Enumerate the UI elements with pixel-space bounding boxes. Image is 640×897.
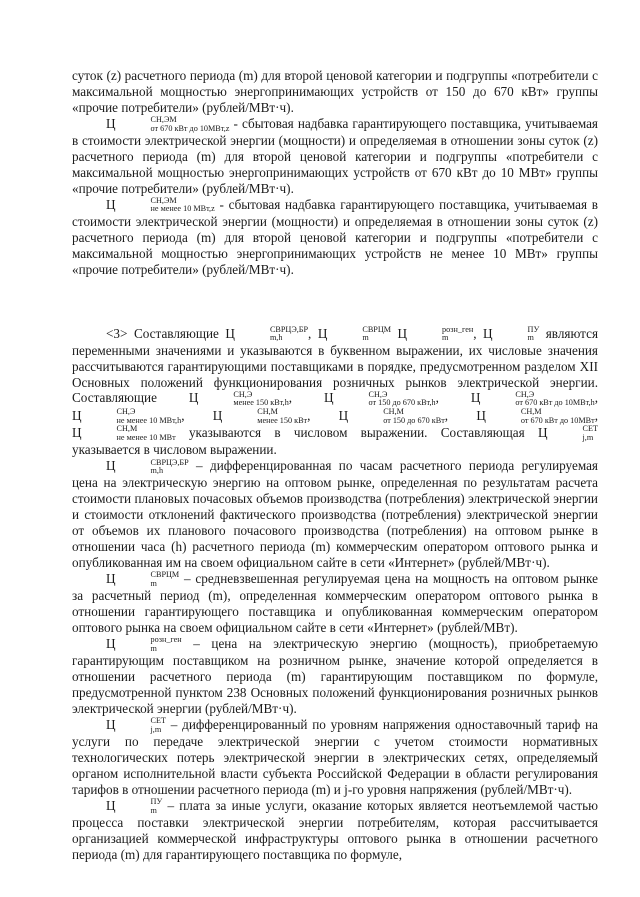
paragraph-gap (72, 278, 598, 326)
paragraph-text: – плата за иные услуги, оказание которых является неотъемлемой частью процесса поставки электрической энергии потребителям, которая рассчитывается организацией коммерческой инфраструктуры оптового рынка в отношении расчетного периода (m) для гарантирующего поставщика по формуле, (72, 797, 598, 862)
paragraph-text: - сбытовая надбавка гарантирующего поставщика, учитываемая в стоимости электрической энергии (мощности) и определяемая в отношении зоны суток (z) расчетного периода (m) для второй ценовой категории и подгруппы «потребители с максимальной мощностью энергопринимающих устройств не менее 10 МВт» группы «прочие потребители» (рублей/МВт·ч). (72, 196, 598, 277)
paragraph-text: – дифференцированная по часам расчетного периода регулируемая цена на электрическую энергию на оптовом рынке, определенная по результатам расчета стоимости плановых почасовых объемов производства (потребления) электрической энергии и стоимости отклонений фактического производства (потребления) электрической энергии от объемов их планового почасового производства (потребления) на оптовом рынке в отношении часа (h) расчетного периода (m) коммерческим оператором оптового рынка и опубликованная им на своем официальном сайте в сети «Интернет» (рублей/МВт·ч). (72, 458, 598, 570)
paragraph-text: – средневзвешенная регулируемая цена на мощность на оптовом рынке за расчетный период (m), определенная коммерческим оператором оптового рынка в отношении гарантирующего поставщика и опубликованная коммерческим оператором оптового рынка на своем официальном сайте в сети «Интернет» (рублей/МВт). (72, 570, 598, 635)
symbol-c-sn-em-670-10: Ц СН,ЭМ от 670 кВт до 10МВт,z (106, 115, 230, 133)
symbol-c-svrc-m: Ц СВРЦМ m (317, 324, 392, 343)
symbol-c-sn-e-ne10: Ц СН,Э не менее 10 МВт,h (72, 407, 182, 425)
symbol-c-set-def: Ц СЕТ j,m (106, 716, 166, 734)
symbol-c-sn-em-ne10: Ц СН,ЭМ не менее 10 МВт,z (106, 196, 215, 214)
symbol-c-pu: Ц ПУ m (483, 324, 540, 343)
symbol-c-rozn-gen: Ц розн_ген m (397, 324, 474, 343)
symbol-c-sn-m-150: Ц СН,М менее 150 кВт (212, 407, 308, 425)
paragraph-text: суток (z) расчетного периода (m) для второй ценовой категории и подгруппы «потребители с максимальной мощностью энергопринимающих устройств от 150 до 670 кВт» группы «прочие потребители» (рублей/МВт·ч). (72, 68, 598, 115)
definition-sn-em-ne10 (72, 197, 598, 278)
symbol-c-sn-e-150-670: Ц СН,Э от 150 до 670 кВт,h (324, 389, 436, 408)
definition-svrc-br (72, 458, 598, 571)
symbol-c-rozn-gen-def: Ц розн_ген m (106, 635, 182, 653)
paragraph-text: - сбытовая надбавка гарантирующего поставщика, учитываемая в стоимости электрической энергии (мощности) и определяемая в отношении зоны суток (z) расчетного периода (m) для второй ценовой категории и подгруппы «потребители с максимальной мощностью энергопринимающих устройств от 670 кВт до 10 МВт» группы «прочие потребители» (рублей/МВт·ч). (72, 115, 598, 196)
symbol-c-svrc-m-def: Ц СВРЦМ m (106, 570, 180, 588)
footnote-3: <3> Составляющие Ц СВРЦЭ,БР m,h , Ц СВРЦМ m Ц розн_ген m , Ц ПУ m являются переменными значениями и указываются в буквенном выражении, их числовые значения рассчитываются гарантирующими поставщиками в порядке, предусмотренном разделом XII Основных положений функционирования розничных рынков электрической энергии. Составляющие Ц СН,Э менее 150 кВт,h , Ц СН,Э от 150 до 670 кВт,h , Ц СН,Э от 670 кВт до 10МВт,h , Ц СН,Э не менее 10 МВт,h , Ц СН,М менее 150 кВт , Ц СН,М от 150 до 670 кВт , Ц СН,М от 670 кВт до 10МВт , Ц СН,М не менее 10 МВт указываются в числовом выражении. Составляющая Ц СЕТ j,m указывается в числовом выражении. (72, 324, 599, 458)
definition-rozn-gen (72, 636, 598, 717)
definition-sn-em-670-10 (72, 116, 598, 197)
symbol-c-sn-e-670-10: Ц СН,Э от 670 кВт до 10МВт,h (470, 389, 595, 408)
symbol-c-set: Ц СЕТ j,m (538, 424, 598, 442)
footnote-lead: <3> Составляющие (106, 325, 226, 341)
definition-pu (72, 798, 598, 863)
symbol-c-sn-e-150: Ц СН,Э менее 150 кВт,h (188, 389, 289, 408)
symbol-c-sn-m-ne10: Ц СН,М не менее 10 МВт (72, 424, 176, 442)
paragraph-text: – цена на электрическую энергию (мощность), приобретаемую гарантирующим поставщиком на розничном рынке, значение которой определяется в отношении расчетного периода (m) гарантирующим поставщиком по формуле, предусмотренной пунктом 238 Основных положений функционирования розничных рынков электрической энергии (рублей/МВт·ч). (72, 635, 598, 716)
definition-svrc-m (72, 571, 598, 636)
paragraph-text: – дифференцированный по уровням напряжения одноставочный тариф на услуги по передаче электрической энергии с учетом стоимости нормативных технологических потерь электрической энергии в электрических сетях, определяемый органом исполнительной власти субъекта Российской Федерации в области регулирования тарифов в отношении расчетного периода (m) и j-го уровня напряжения (рублей/МВт·ч). (72, 716, 598, 797)
symbol-c-svrc-br-def: Ц СВРЦЭ,БР m,h (106, 457, 189, 476)
definition-set (72, 717, 598, 798)
symbol-c-sn-m-670-10: Ц СН,М от 670 кВт до 10МВт (476, 407, 595, 425)
paragraph-tail-from150-670 (72, 68, 598, 116)
document-body (72, 68, 598, 863)
symbol-c-sn-m-150-670: Ц СН,М от 150 до 670 кВт (338, 407, 445, 425)
symbol-c-svrc-br: Ц СВРЦЭ,БР m,h (225, 324, 309, 343)
symbol-c-pu-def: Ц ПУ m (106, 797, 163, 815)
